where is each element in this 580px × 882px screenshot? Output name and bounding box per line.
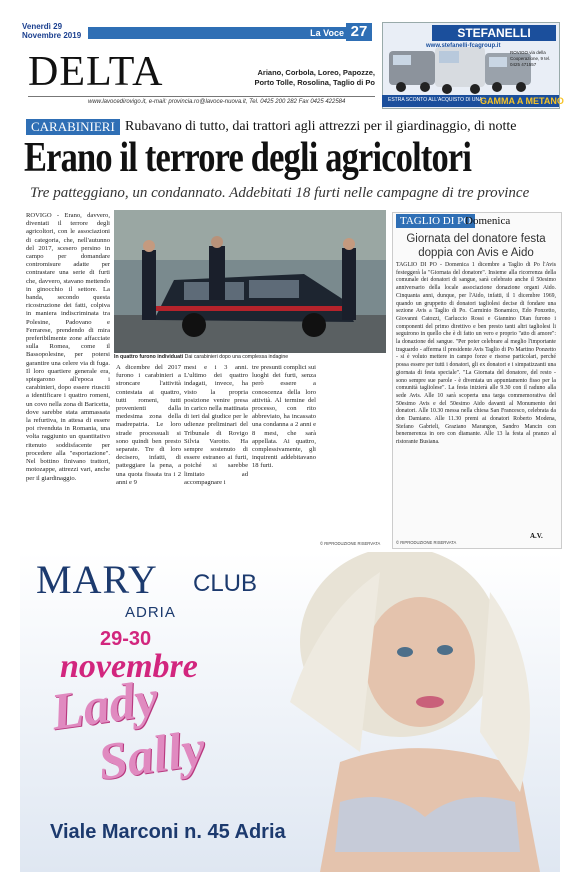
article-column-1: ROVIGO - Erano, davvero, diventati il terrore degli agricoltori, con le associazioni di categoria, che, nell'autunno del 2017, scesero persino in campo per domandare contromisure adatte per contrastare una serie di furti che, davvero, stavano mettendo in ginocchio il settore. La banda, secondo questa ricostruzione dei fatti, colpiva in maniera indiscriminata tra Polesine, Padovano e Ferrarese, prendendo di mira preferibilmente zone affacciate sulla Romea, come il Bassopolesine, per potersi garantire una celere via di fuga. Il loro quartiere generale era, spiegarono all'epoca i carabinieri, dopo essere riusciti a identificare i quattro romeni, un covo nella zona di Baricetta, dove sarebbe stata ammassata la refurtiva, in attesa di essere poi rivenduta in Romania, una volta raggiunto un quantitativo ritenuto soddisfacente per procedere alla "esportazione". Nel bottino finivano trattori, motozappe, attrezzi vari, anche per il giardinaggio. <box>26 212 110 482</box>
bottom-ad-brand-mary: MARY <box>36 557 158 602</box>
section-towns <box>240 68 375 88</box>
article-kicker: CARABINIERI <box>26 119 120 135</box>
sidebar-kicker-day: Domenica <box>465 215 511 227</box>
top-ad-url[interactable]: www.stefanelli-fcagroup.it <box>426 43 501 49</box>
article-subkicker: Rubavano di tutto, dai trattori agli attrezzi per il giardinaggio, di notte <box>125 119 517 134</box>
photo-caption-bold: In quattro furono individuati <box>114 354 184 360</box>
bottom-ad-month: novembre <box>60 648 198 685</box>
article-rights: © RIPRODUZIONE RISERVATA <box>320 541 381 546</box>
issue-date-day: Venerdì 29 <box>22 22 63 31</box>
issue-date-month: Novembre 2019 <box>22 31 82 40</box>
sidebar-signature: A.V. <box>530 532 543 540</box>
section-divider <box>28 96 375 97</box>
article-column-4: tre presunti complici sui luoghi dei furti, senza però essere a conoscenza della loro attività. Al termine del processo, con rito abbreviato, ha incassato una condanna a 2 anni e 8 mesi, che sarà appellata. Ai quattro, complessivamente, gli inquirenti addebitavano 18 furti. <box>252 364 316 470</box>
sidebar-title: Giornata del donatore festa doppia con Avis e Aido <box>406 233 546 259</box>
top-ad-strip-highlight: GAMMA A METANO <box>480 96 564 106</box>
bottom-ad-brand-club: CLUB <box>193 570 258 597</box>
paper-name: La Voce <box>310 28 344 38</box>
bottom-ad-city: ADRIA <box>125 604 176 621</box>
article-column-2: A dicembre del 2017 furono i carabinieri a stroncare l'attività contestata ai quattro, tutti romeni, tutti provenienti dalla medesima zona della madrepatria. Le loro strade processuali si sono quindi ben presto separate. Tre di loro decisero, infatti, di patteggiare la pena, a una quota fissata tra i 2 anni e 9 <box>116 364 181 486</box>
article-column-3: mesi e i 3 anni. L'ultimo dei quattro indagati, invece, ha visto la propria posizione venire presa in carico nella mattinata di ieri dal giudice per le udienze preliminari del Tribunale di Rovigo Silvia Varotto. Ha sempre sostenuto di essere estraneo ai furti, poiché si sarebbe limitato ad accompagnare i <box>184 364 248 486</box>
towns-line-2: Porto Tolle, Rosolina, Taglio di Po <box>254 78 375 87</box>
page-number: 27 <box>346 23 372 41</box>
photo-caption-text: Dai carabinieri dopo una complessa indagine <box>183 354 289 360</box>
photo-caption <box>114 354 386 361</box>
section-title: DELTA <box>28 49 164 95</box>
towns-line-1: Ariano, Corbola, Loreo, Papozze, <box>257 68 375 77</box>
bottom-ad-performer-2: Sally <box>94 720 209 792</box>
bottom-ad-performer-1: Lady <box>47 670 162 742</box>
carabinieri-car-photo <box>114 210 386 353</box>
bottom-ad-address: Viale Marconi n. 45 Adria <box>50 821 286 843</box>
top-ad-strip-text: ESTRA SCONTO ALL'ACQUISTO DI UNA <box>388 97 483 103</box>
issue-date <box>22 22 81 40</box>
bottom-ad-dates: 29-30 <box>100 628 152 650</box>
sidebar-kicker: TAGLIO DI PO <box>396 214 475 228</box>
section-contacts: www.lavocedirovigo.it, e-mail: provincia.ro@lavoce-nuova.it, Tel. 0425 200 282 Fax 0425 422584 <box>88 99 346 105</box>
article-headline: Erano il terrore degli agricoltori <box>24 135 472 181</box>
article-photo <box>114 210 386 353</box>
article-standfirst: Tre patteggiano, un condannato. Addebitati 18 furti nelle campagne di tre province <box>30 185 530 201</box>
sidebar-body: TAGLIO DI PO - Domenica 1 dicembre a Taglio di Po l'Avis festeggerà la "Giornata del donatore". Insieme alla ricorrenza della comunale dei donatori di sangue, sarà celebrato anche il 50esimo anniversario della locale associazione donazione organi Aido. Cinquanta anni, dunque, per l'Aido, infatti, il 1 dicembre 1969, quando un gruppetto di donatori tagliolesi decise di fondare una sezione Avis a Taglio di Po. Carminio Bonamico, Edo Ponzetto, Giovanni Catozzi, Carluccio Rossi e Giannino Dian furono i componenti del primo direttivo e ben presto tanti altri tagliolesi li seguirono in quello che è di fatto un vero e proprio "atto di amore": la donazione del sangue. "Per poter celebrare al meglio l'importante traguardo - afferma il presidente Avis Taglio di Po Martino Ponzetto - si è voluto mettere in campo forze e risorse particolari, perché possa essere per tutti i donatori, gli ex donatori e i simpatizzanti una giornata di festa speciale". "La Giornata del donatore, del resto - sono sempre sue parole - è diventata un appuntamento fisso per la comunità tagliolese". La festa inizierà alle 9.30 con il raduno alla sede Avis. Alle 10 sarà scoperta una targa commemorativa del 50esimo Avis e del 50esimo Aido davanti al Monumento dei donatori. Alle 10.30 messa nella chiesa San Francesco, celebrata da don Damiano. Alle 11.30 premi ai donatori Roberto Modena, Stefano Gabrieli, Graziano Marangon, Sandro Mancin con benemerenza in oro con diamante. Alle 13 la festa al pranzo al ristorante Busiana. <box>396 262 556 446</box>
sidebar-rights: © RIPRODUZIONE RISERVATA <box>396 540 457 545</box>
top-ad-brand: STEFANELLI <box>432 25 556 41</box>
top-ad-address: ROVIGO via della Cooperazione, 9 tel. 0425 471557 <box>510 50 551 67</box>
